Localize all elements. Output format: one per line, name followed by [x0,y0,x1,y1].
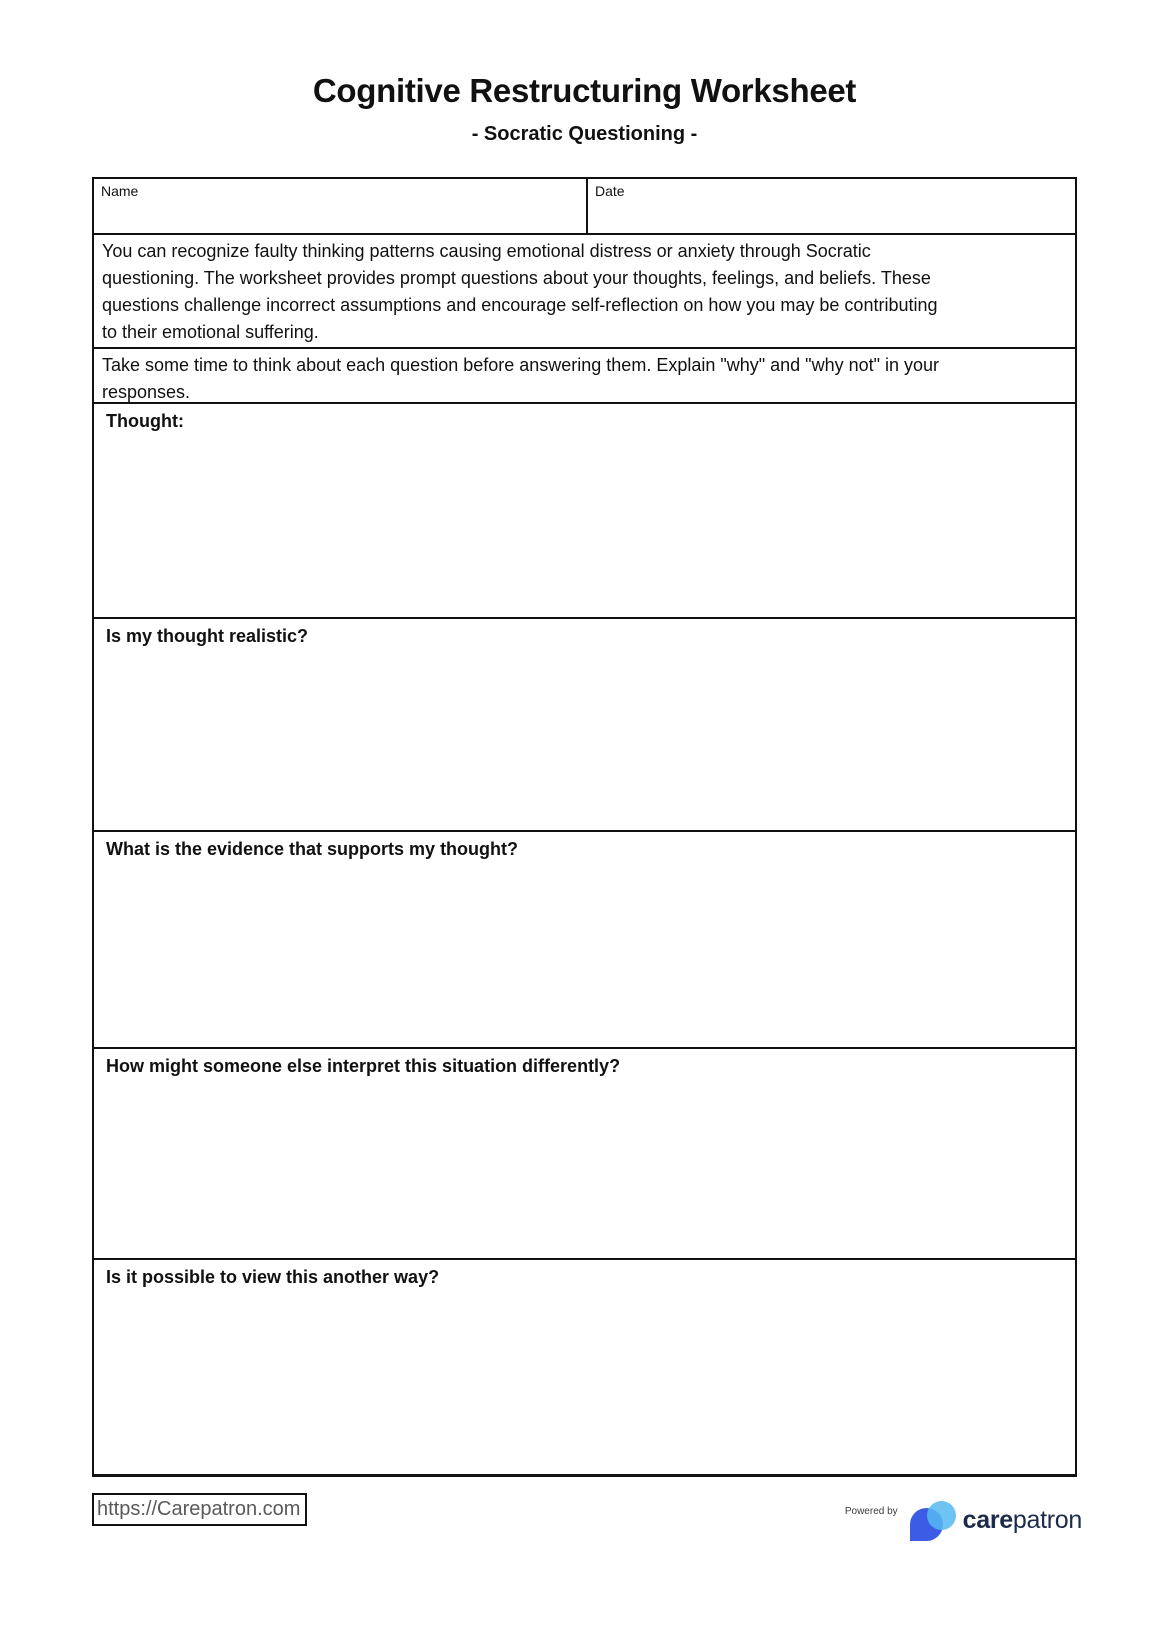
intro-line: questions challenge incorrect assumptions and encourage self-reflection on how you may be contributing [102,294,938,315]
section-evidence-supports-label: What is the evidence that supports my thought? [106,838,519,859]
name-label: Name [101,182,139,199]
carepatron-wordmark [963,1506,1082,1535]
intro-line: You can recognize faulty thinking patterns causing emotional distress or anxiety through Socratic [102,240,871,261]
carepatron-link[interactable]: https://Carepatron.com [92,1493,307,1526]
powered-by-block [845,1501,1082,1541]
carepatron-logo-icon [910,1501,958,1541]
section-view-another-way [92,1258,1077,1477]
section-evidence-supports [92,830,1077,1049]
section-thought [92,402,1077,619]
intro-line: questioning. The worksheet provides prompt questions about your thoughts, feelings, and beliefs. These [102,267,931,288]
intro-paragraph [92,233,1077,349]
date-field[interactable] [588,179,1075,233]
section-thought-realistic-label: Is my thought realistic? [106,625,309,646]
wordmark-patron: patron [1012,1506,1082,1535]
page-footer [92,1493,1082,1541]
intro-line: to their emotional suffering. [102,321,319,342]
section-evidence-supports-answer-area[interactable] [96,866,1073,1045]
section-thought-answer-area[interactable] [96,438,1073,615]
section-thought-realistic-answer-area[interactable] [96,653,1073,828]
page-subtitle: - Socratic Questioning - [471,122,698,145]
name-field[interactable] [94,179,588,233]
section-thought-label: Thought: [106,410,184,431]
section-interpret-differently [92,1047,1077,1260]
date-label: Date [595,182,625,199]
section-interpret-differently-label: How might someone else interpret this situation differently? [106,1055,621,1076]
instructions-line: responses. [102,381,191,402]
section-interpret-differently-answer-area[interactable] [96,1083,1073,1256]
powered-by-label: Powered by [844,1506,898,1518]
section-view-another-way-label: Is it possible to view this another way? [106,1266,440,1287]
name-date-table [92,177,1077,235]
wordmark-care: care [962,1506,1013,1535]
instructions-paragraph [92,347,1077,404]
section-thought-realistic [92,617,1077,832]
instructions-line: Take some time to think about each question before answering them. Explain "why" and "why not" in your [102,354,940,375]
section-view-another-way-answer-area[interactable] [96,1294,1073,1472]
carepatron-logo [910,1501,1082,1541]
page-title: Cognitive Restructuring Worksheet [312,72,857,109]
logo-bubble-light [927,1501,956,1530]
